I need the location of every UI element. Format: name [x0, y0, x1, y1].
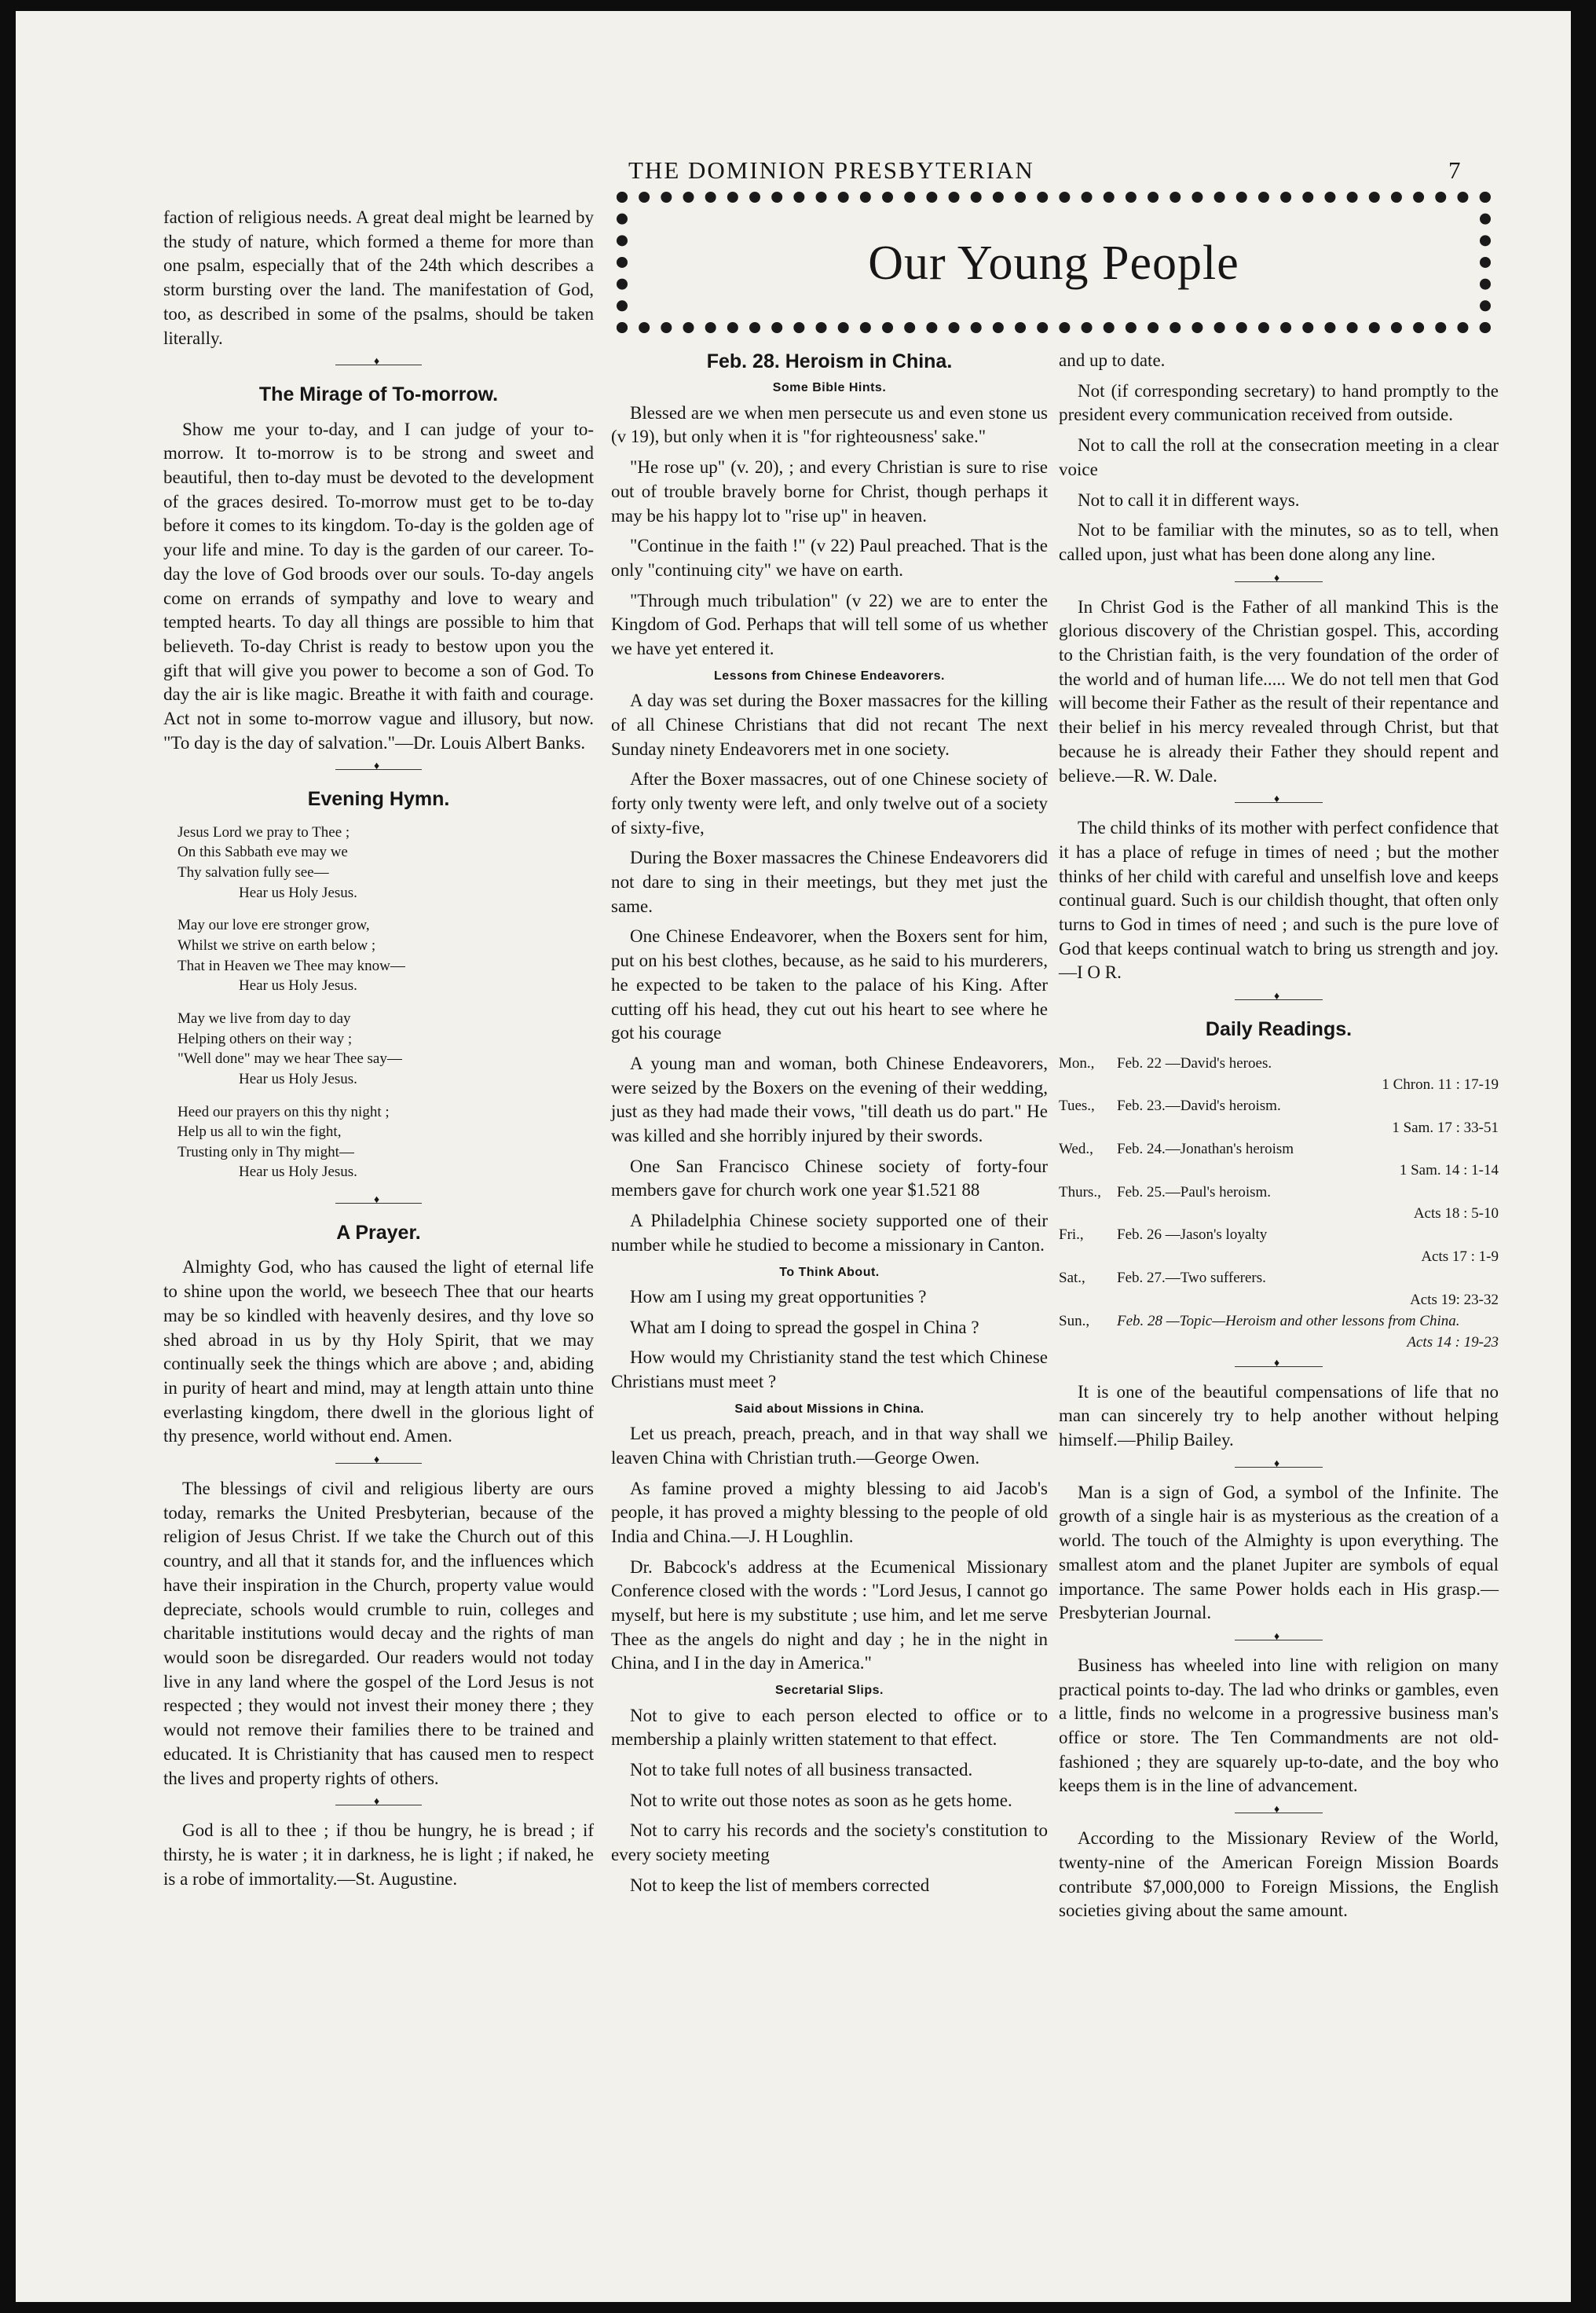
article-body-bailey: It is one of the beautiful compensations of life that no man can sincerely try to help another without helping himself.—Philip Bailey. [1059, 1381, 1499, 1450]
reading-ref-row [1059, 1117, 1499, 1138]
reading-row [1059, 1095, 1499, 1116]
subheading-slips: Secretarial Slips. [775, 1684, 884, 1698]
hymn-line: Jesus Lord we pray to Thee ; [178, 823, 350, 841]
section-divider [163, 357, 594, 374]
hymn-line: That in Heaven we Thee may know— [178, 957, 405, 974]
reading-text: Feb. 27.—Two sufferers. [1117, 1270, 1266, 1287]
article-body-liberty: The blessings of civil and religious liberty are ours today, remarks the United Presbyterian, because of the religion of Jesus Christ. If we take the Church out of this country, and all that it stands for, and the influences which have their inspiration in the Church, property value would depreciate, schools would crumble to ruin, colleges and charitable institutions would decay and the rights of man would soon be disregarded. Our readers would not today live in any land where the gospel of the Lord Jesus is not respected ; they would not invest their money there ; they would not remove their families there to be trained and educated. It is Christianity that has caused men to respect the lives and property rights of others. [163, 1479, 594, 1788]
hymn-refrain: Hear us Holy Jesus. [239, 977, 357, 995]
reading-row [1059, 1267, 1499, 1288]
reading-row [1059, 1138, 1499, 1160]
hymn-line: Help us all to win the fight, [178, 1124, 342, 1141]
reading-day: Sat., [1059, 1270, 1085, 1287]
slip-paragraph: Not (if corresponding secretary) to hand promptly to the president every communication received from outside. [1059, 380, 1499, 425]
section-title: Our Young People [868, 236, 1239, 290]
reading-reference: 1 Sam. 17 : 33-51 [1392, 1119, 1499, 1136]
reading-reference: 1 Chron. 11 : 17-19 [1382, 1076, 1499, 1093]
hymn-stanza [178, 915, 594, 996]
section-divider [163, 1455, 594, 1472]
slip-paragraph: Not to keep the list of members corrected [630, 1875, 930, 1895]
slip-paragraph: Not to call the roll at the consecration meeting in a clear voice [1059, 435, 1499, 479]
newspaper-page [16, 11, 1571, 2302]
publication-title: THE DOMINION PRESBYTERIAN [628, 156, 1034, 184]
column-middle [611, 349, 1048, 1904]
slip-paragraph: Not to take full notes of all business transacted. [630, 1759, 973, 1780]
lesson-paragraph: After the Boxer massacres, out of one Chinese society of forty only twenty were left, and only twelve out of a society of sixty-five, [611, 769, 1048, 838]
article-title-mirage: The Mirage of To-morrow. [258, 383, 499, 406]
reading-row [1059, 1310, 1499, 1332]
section-divider [1059, 1805, 1499, 1822]
article-title-hymn: Evening Hymn. [307, 788, 450, 811]
hymn-line: Whilst we strive on earth below ; [178, 937, 376, 955]
section-banner [617, 192, 1491, 333]
column-left [163, 206, 594, 1897]
article-continuation: faction of religious needs. A great deal might be learned by the study of nature, which formed a theme for more than one psalm, especially that of the 24th which describes a storm bursting over the land. The manifestation of God, too, as described in some of the psalms, should be taken literally. [163, 207, 594, 348]
section-divider [163, 1195, 594, 1212]
reading-ref-row [1059, 1289, 1499, 1310]
hint-paragraph: "Continue in the faith !" (v 22) Paul preached. That is the only "continuing city" we have on earth. [611, 536, 1048, 580]
hymn-stanza [178, 823, 594, 904]
hymn-refrain: Hear us Holy Jesus. [239, 1070, 357, 1087]
lesson-paragraph: A young man and woman, both Chinese Endeavorers, were seized by the Boxers on the evening of their wedding, just as they had made their vows, "till death us do part." He was killed and she horribly injured by their swords. [611, 1053, 1048, 1146]
reading-text: Feb. 23.—David's heroism. [1117, 1098, 1281, 1115]
reading-day: Fri., [1059, 1226, 1084, 1244]
reading-reference: Acts 17 : 1-9 [1421, 1248, 1499, 1265]
hymn-refrain: Hear us Holy Jesus. [239, 884, 357, 901]
article-body-augustine: God is all to thee ; if thou be hungry, he is bread ; if thirsty, he is water ; it in darkness, he is light ; if naked, he is a robe of immortality.—St. Augustine. [163, 1820, 594, 1889]
hint-paragraph: "Through much tribulation" (v 22) we are to enter the Kingdom of God. Perhaps that will tell some of us whether we have yet entered it. [611, 590, 1048, 659]
hymn-refrain: Hear us Holy Jesus. [239, 1164, 357, 1181]
reading-ref-row [1059, 1246, 1499, 1267]
section-divider [1059, 574, 1499, 591]
hymn-line: Heed our prayers on this thy night ; [178, 1103, 390, 1120]
hymn-line: "Well done" may we hear Thee say— [178, 1050, 402, 1068]
reading-day: Wed., [1059, 1140, 1093, 1157]
column-right [1059, 349, 1499, 1930]
reading-day: Mon., [1059, 1054, 1095, 1072]
reading-ref-row [1059, 1160, 1499, 1181]
slip-paragraph: Not to give to each person elected to office or to membership a plainly written statement to that effect. [611, 1705, 1048, 1750]
section-divider [1059, 1459, 1499, 1476]
lesson-paragraph: A day was set during the Boxer massacres for the killing of all Chinese Christians that did not recant The next Sunday ninety Endeavorers met in one society. [611, 691, 1048, 759]
page-number: 7 [1448, 156, 1462, 184]
page-header [16, 156, 1571, 196]
lesson-paragraph: One San Francisco Chinese society of forty-four members gave for church work one year $1.521 88 [611, 1156, 1048, 1200]
reading-text: Feb. 22 —David's heroes. [1117, 1054, 1272, 1072]
hymn-line: Helping others on their way ; [178, 1030, 353, 1047]
section-divider [1059, 1358, 1499, 1376]
article-body-mirage: Show me your to-day, and I can judge of your to-morrow. It to-morrow is to be strong and sweet and beautiful, then to-day must be devoted to the development of the graces desired. To-morrow must get to be to-day before it comes to its kingdom. To-day is the golden age of your life and mine. To day is the garden of our career. To-day the love of God broods over our souls. To-day angels come on errands of sympathy and love to weary and tempted hearts. To day all things are possible to him that believeth. To-day Christ is ready to bestow upon you the gift that will give you power to become a son of God. To day the air is like magic. Breathe it with faith and courage. Act not in some to-morrow vague and illusory, but now. "To day is the day of salvation."—Dr. Louis Albert Banks. [163, 419, 594, 753]
article-body-prayer: Almighty God, who has caused the light of eternal life to shine upon the world, we beseech Thee that our hearts may be so kindled with heavenly desires, and thy love so shed abroad in us by thy Holy Spirit, that we may continually seek the things which are above ; and, abiding in purity of heart and mind, may at length attain unto thine everlasting kingdom, there dwell in the glorious light of thy presence, world without end. Amen. [163, 1257, 594, 1446]
hint-paragraph: "He rose up" (v. 20), ; and every Christian is sure to rise out of trouble bravely borne for Christ, though perhaps it may be his happy lot to "rise up" in heaven. [611, 457, 1048, 526]
section-divider [163, 761, 594, 779]
reading-day: Sun., [1059, 1312, 1090, 1329]
article-body-missionary: According to the Missionary Review of the World, twenty-nine of the American Foreign Mission Boards contribute $7,000,000 to Foreign Missions, the English societies giving about the same amount. [1059, 1828, 1499, 1921]
reading-text: Feb. 25.—Paul's heroism. [1117, 1183, 1272, 1200]
quote-paragraph: As famine proved a mighty blessing to aid Jacob's people, it has proved a mighty blessing to the people of old India and China.—J. H Loughlin. [611, 1478, 1048, 1546]
slip-paragraph: Not to carry his records and the society's constitution to every society meeting [611, 1820, 1048, 1865]
think-question: How would my Christianity stand the test which Chinese Christians must meet ? [611, 1347, 1048, 1392]
article-body-business: Business has wheeled into line with religion on many practical points to-day. The lad who drinks or gambles, even a little, finds no welcome in a progressive business man's office or store. The Ten Commandments are not old-fashioned ; they are squarely up-to-date, and the boy who keeps them is in the line of advancement. [1059, 1655, 1499, 1796]
reading-reference: Acts 18 : 5-10 [1413, 1205, 1499, 1222]
reading-row [1059, 1182, 1499, 1203]
reading-row [1059, 1224, 1499, 1245]
section-divider [1059, 1632, 1499, 1649]
reading-ref-row [1059, 1203, 1499, 1224]
article-title-prayer: A Prayer. [336, 1222, 421, 1244]
hymn-line: May our love ere stronger grow, [178, 917, 370, 934]
article-body-dale: In Christ God is the Father of all mankind This is the glorious discovery of the Christian gospel. This, according to the Christian faith, is the very foundation of the order of the world and of human life..... We do not tell men that God will become their Father as the result of their repentance and their belief in his mercy revealed through Christ, but that because he is already their Father they should repent and believe.—R. W. Dale. [1059, 596, 1499, 786]
reading-day: Tues., [1059, 1098, 1095, 1115]
reading-text: Feb. 24.—Jonathan's heroism [1117, 1140, 1294, 1157]
slip-continuation: and up to date. [1059, 350, 1166, 370]
hymn-line: Thy salvation fully see— [178, 864, 329, 882]
reading-text: Feb. 26 —Jason's loyalty [1117, 1226, 1268, 1244]
readings-title: Daily Readings. [1205, 1018, 1353, 1041]
hymn-stanza [178, 1102, 594, 1183]
think-question: How am I using my great opportunities ? [630, 1286, 927, 1307]
slip-paragraph: Not to be familiar with the minutes, so as to tell, when called upon, just what has been done along any line. [1059, 520, 1499, 564]
subheading-lessons: Lessons from Chinese Endeavorers. [714, 669, 945, 683]
subheading-said: Said about Missions in China. [734, 1402, 924, 1416]
hymn-stanza [178, 1009, 594, 1090]
hymn-line: May we live from day to day [178, 1010, 351, 1027]
hint-paragraph: Blessed are we when men persecute us and even stone us (v 19), but only when it is "for righteousness' sake." [611, 402, 1048, 447]
reading-reference: Acts 14 : 19-23 [1407, 1334, 1499, 1351]
slip-paragraph: Not to write out those notes as soon as he gets home. [630, 1790, 1012, 1810]
article-body-infinite: Man is a sign of God, a symbol of the Infinite. The growth of a single hair is as mysterious as the creation of a world. The touch of the Almighty is upon everything. The smallest atom and the planet Jupiter are symbols of equal importance. The same Power holds each in His grasp.—Presbyterian Journal. [1059, 1482, 1499, 1623]
lesson-paragraph: During the Boxer massacres the Chinese Endeavorers did not dare to sing in their meetings, but they met just the same. [611, 848, 1048, 916]
daily-readings-table [1059, 1053, 1499, 1354]
reading-day: Thurs., [1059, 1183, 1101, 1200]
reading-reference: 1 Sam. 14 : 1-14 [1399, 1162, 1499, 1179]
quote-paragraph: Dr. Babcock's address at the Ecumenical Missionary Conference closed with the words : "Lord Jesus, I cannot go myself, but here is my substitute ; use him, and let me serve Thee as the angels do night and day ; he in the night in China, and I in the day in America." [611, 1556, 1048, 1673]
hymn-line: Trusting only in Thy might— [178, 1143, 354, 1160]
reading-ref-row [1059, 1332, 1499, 1353]
slip-paragraph: Not to call it in different ways. [1078, 489, 1300, 510]
reading-ref-row [1059, 1074, 1499, 1095]
lesson-paragraph: One Chinese Endeavorer, when the Boxers sent for him, put on his best clothes, because, as he said to his murderers, he expected to be taken to the palace of his King. After cutting off his head, they cut out his heart to see where he got his courage [611, 926, 1048, 1043]
section-divider [1059, 992, 1499, 1009]
reading-row [1059, 1053, 1499, 1074]
article-body-child: The child thinks of its mother with perfect confidence that it has a place of refuge in times of need ; but the mother thinks of her child with careful and unselfish love and keeps continual guard. Such is our childish thought, that often only turns to God in times of need ; and such is the pure love of God that keeps continual watch to bring us strength and joy.—I O R. [1059, 818, 1499, 983]
subheading-think: To Think About. [779, 1265, 880, 1279]
section-divider [163, 1797, 594, 1814]
reading-reference: Acts 19: 23-32 [1410, 1291, 1499, 1308]
hymn-line: On this Sabbath eve may we [178, 844, 348, 861]
reading-text: Feb. 28 —Topic—Heroism and other lessons from China. [1117, 1312, 1460, 1329]
subheading-bible-hints: Some Bible Hints. [772, 381, 887, 395]
lesson-paragraph: A Philadelphia Chinese society supported one of their number while he studied to become a missionary in Canton. [611, 1211, 1048, 1255]
quote-paragraph: Let us preach, preach, preach, and in that way shall we leaven China with Christian truth.—George Owen. [611, 1424, 1048, 1468]
think-question: What am I doing to spread the gospel in China ? [630, 1317, 979, 1337]
lesson-heading: Feb. 28. Heroism in China. [706, 350, 953, 372]
section-divider [1059, 794, 1499, 812]
